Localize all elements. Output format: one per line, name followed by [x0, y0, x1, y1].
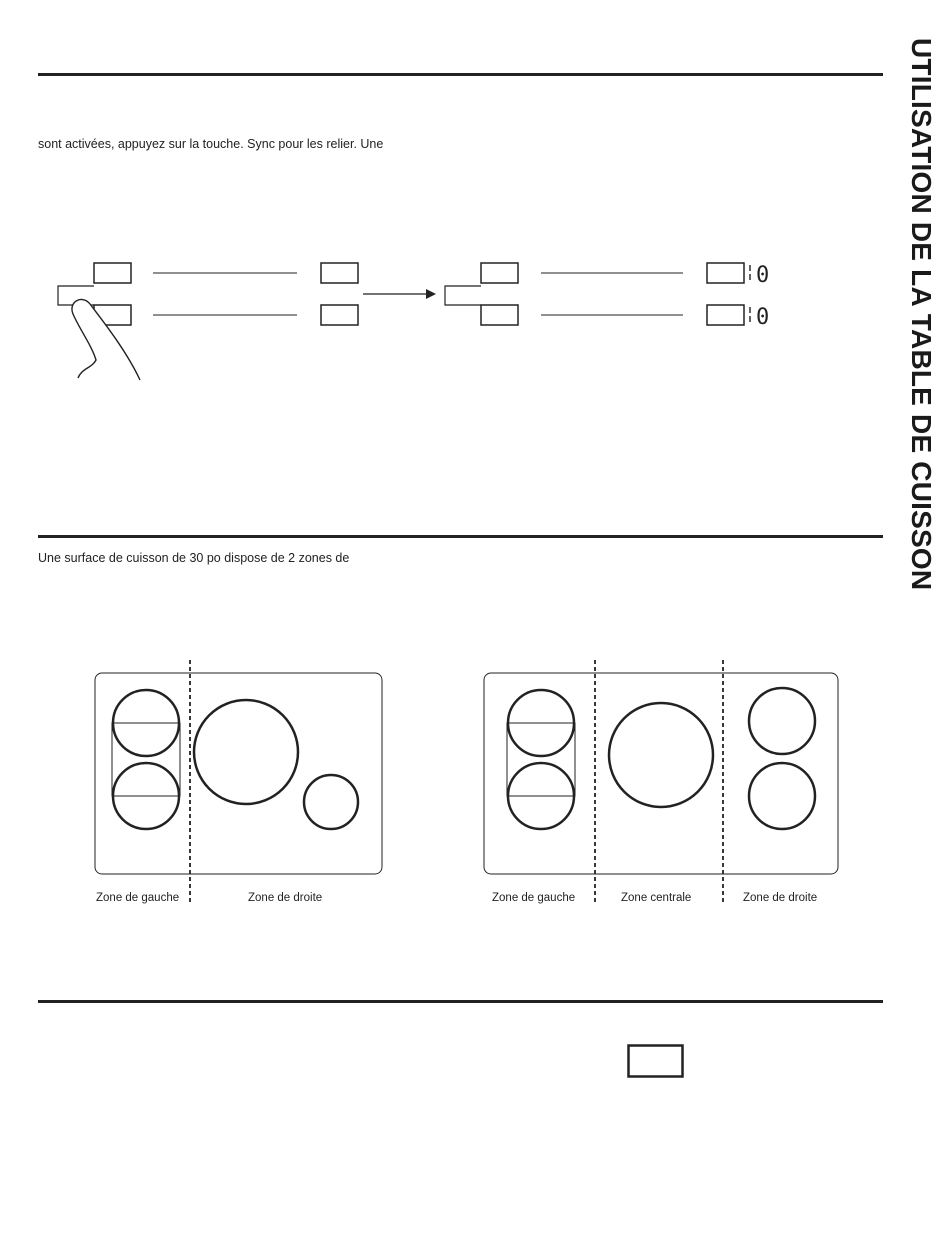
side-title: UTILISATION DE LA TABLE DE CUISSON: [906, 38, 937, 591]
zone-label-center: Zone centrale: [621, 892, 692, 904]
level-key-top-right: [707, 263, 744, 283]
bridge-element-outline: [112, 723, 180, 796]
level-key-top-left: [321, 263, 358, 283]
control-key-bottom-right: [481, 305, 518, 325]
burner-center-large: [609, 703, 713, 807]
arrow-head-icon: [426, 289, 436, 299]
burner-right-rear: [749, 688, 815, 754]
display-digit-bottom: 0: [756, 305, 770, 330]
burner-right-front: [749, 763, 815, 829]
display-digit-top: 0: [756, 263, 770, 288]
zones-description-text: Une surface de cuisson de 30 po dispose de 2 zones de: [38, 551, 350, 565]
section-rule-1: [38, 73, 883, 76]
sync-bracket-right: [445, 286, 481, 305]
cooktop-36-diagram: [480, 660, 850, 910]
finger-icon: [72, 299, 140, 380]
sync-instruction-text: sont activées, appuyez sur la touche. Sync pour les relier. Une: [38, 137, 384, 151]
level-key-bottom-right: [707, 305, 744, 325]
bridge-element-outline: [507, 723, 575, 796]
zone-label-right: Zone de droite: [248, 892, 323, 904]
zone-label-left: Zone de gauche: [492, 892, 576, 904]
level-key-bottom-left: [321, 305, 358, 325]
control-key-top-left: [94, 263, 131, 283]
section-rule-2: [38, 535, 883, 538]
sync-illustration: [40, 250, 840, 390]
burner-center-large: [194, 700, 298, 804]
cooktop-30-surface: [95, 673, 382, 874]
zone-label-left: Zone de gauche: [96, 892, 180, 904]
section-rule-3: [38, 1000, 883, 1003]
control-key-top-right: [481, 263, 518, 283]
burner-right-small: [304, 775, 358, 829]
key-symbol-bottom: [627, 1044, 687, 1080]
cooktop-30-diagram: [90, 660, 390, 910]
zone-label-right: Zone de droite: [743, 892, 818, 904]
